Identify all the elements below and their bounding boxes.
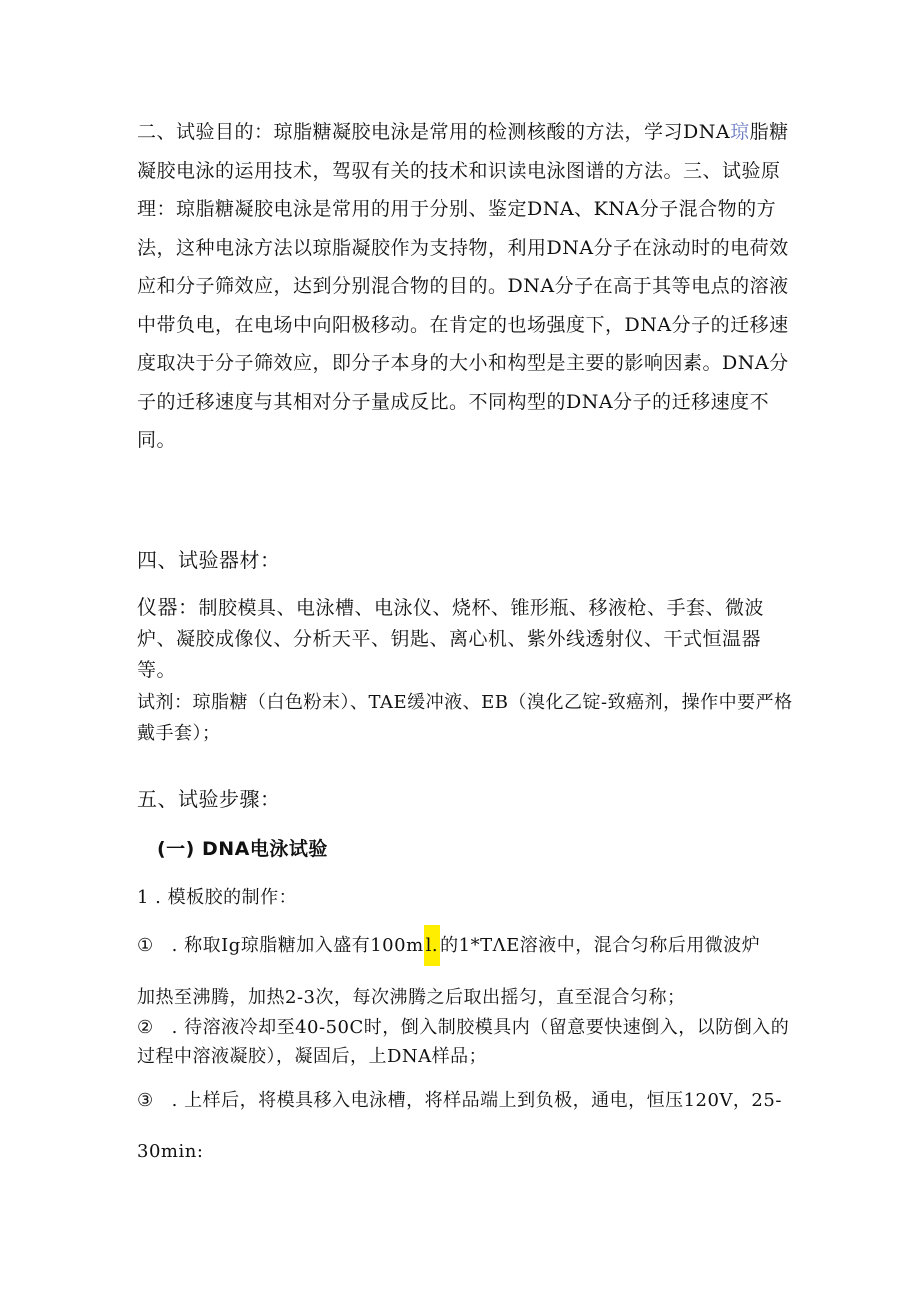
circled-number-3: ③ [137, 1090, 154, 1111]
step-item-2 [137, 1013, 797, 1071]
item1-text-after: 的1*TΛE溶液中，混合匀称后用微波炉 [440, 935, 761, 956]
subsection-heading: (一) DNA电泳试验 [157, 838, 328, 860]
section4-heading: 四、试验器材： [137, 548, 281, 572]
item2-text: . 待溶液冷却至40-50C时，倒入制胶模具内（留意要快速倒入，以防倒入的过程中溶液凝胶），凝固后，上DNA样品； [137, 1017, 790, 1067]
paragraph-text-part1: 二、试验目的：琼脂糖凝胶电泳是常用的检测核酸的方法，学习DNA [137, 121, 731, 143]
step-item-3-continued: 30min: [137, 1141, 204, 1162]
instruments-paragraph [137, 592, 797, 686]
circled-number-2: ② [137, 1017, 154, 1038]
item1-text-before: . 称取Ig琼脂糖加入盛有100m [171, 935, 424, 956]
paragraph-text-part2: 脂糖凝胶电泳的运用技术，驾驭有关的技术和识读电泳图谱的方法。三、试验原理：琼脂糖凝胶电泳是常用的用于分别、鉴定DNA、KNA分子混合物的方法，这种电泳方法以琼脂凝胶作为支持物，利用DNA分子在泳动时的电荷效应和分子筛效应，达到分别混合物的目的。DNA分子在高于其等电点的溶液中带负电，在电场中向阳极移动。在肯定的也场强度下，DNA分子的迁移速度取决于分子筛效应，即分子本身的大小和构型是主要的影响因素。DNA分子的迁移速度与其相对分子量成反比。不同构型的DNA分子的迁移速度不同。 [137, 121, 789, 451]
highlighted-text: l. [424, 925, 440, 966]
step-item-1-continued: 加热至沸腾，加热2-3次，每次沸腾之后取出摇匀，直至混合匀称； [137, 987, 686, 1008]
step-item-1 [137, 929, 817, 963]
section5-heading: 五、试验步骤： [137, 787, 281, 811]
instruments-label: 仪器： [137, 595, 199, 619]
circled-number-1: ① [137, 935, 154, 956]
purpose-and-principle-paragraph [137, 113, 797, 460]
item3-text: . 上样后，将模具移入电泳槽，将样品端上到负极，通电，恒压120V，25- [171, 1090, 782, 1111]
instruments-list: 制胶模具、电泳槽、电泳仪、烧杯、锥形瓶、移液枪、手套、微波炉、凝胶成像仪、分析天平、钥匙、离心机、紫外线透射仪、干式恒温器等。 [137, 597, 765, 681]
faint-character: 琼 [730, 121, 750, 143]
reagents-paragraph: 试剂：琼脂糖（白色粉末）、TAE缓冲液、EB（溴化乙锭-致癌剂，操作中要严格戴手套）； [137, 692, 793, 744]
step1-title: 1 . 模板胶的制作： [137, 887, 298, 908]
step-item-3 [137, 1084, 797, 1118]
